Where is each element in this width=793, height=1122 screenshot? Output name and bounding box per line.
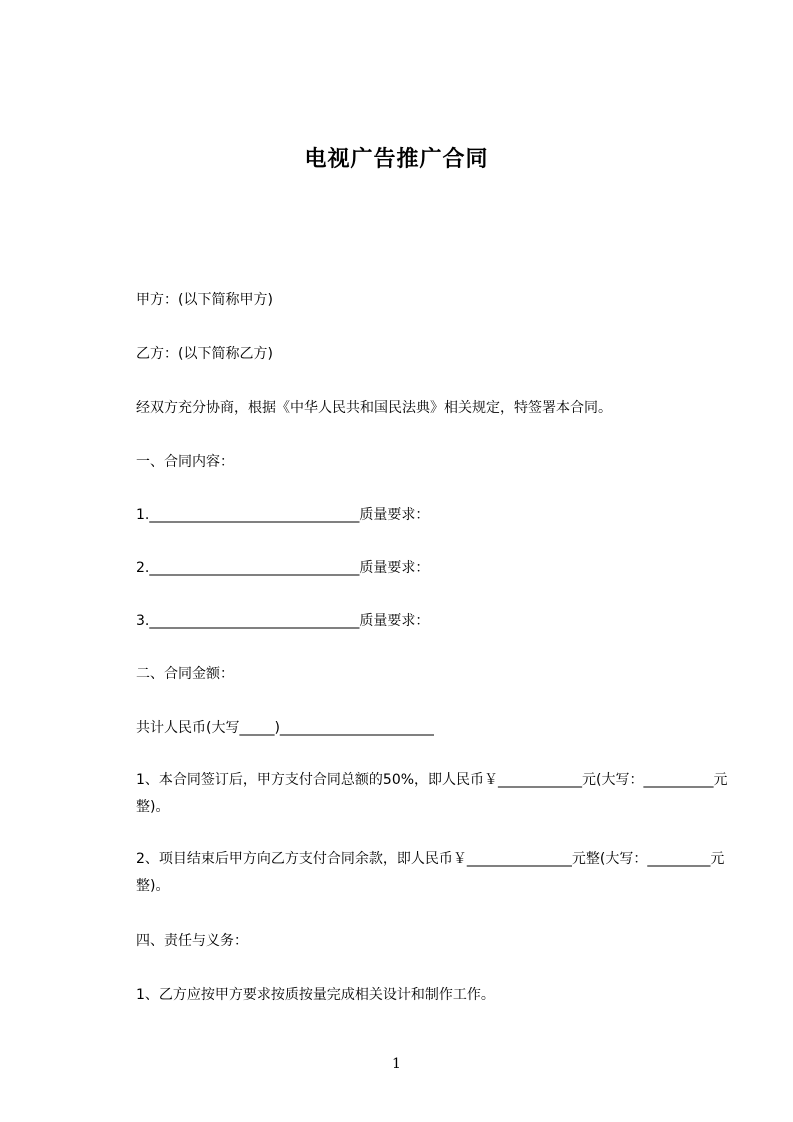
section-4-heading: 四、责任与义务： xyxy=(136,933,248,949)
intro-paragraph: 经双方充分协商，根据《中华人民共和国民法典》相关规定，特签署本合同。 xyxy=(136,400,612,416)
party-a-line: 甲方：(以下简称甲方) xyxy=(136,292,273,308)
page-number: 1 xyxy=(392,1056,401,1072)
document-title: 电视广告推广合同 xyxy=(304,147,489,172)
contract-item-1: 1.______________________________质量要求： xyxy=(136,507,430,523)
total-amount-line: 共计人民币(大写_____)______________________ xyxy=(136,720,434,736)
section-1-heading: 一、合同内容： xyxy=(136,454,234,470)
section-2-heading: 二、合同金额： xyxy=(136,666,234,682)
duty-clause-1: 1、乙方应按甲方要求按质按量完成相关设计和制作工作。 xyxy=(136,987,495,1003)
payment-clause-1: 1、本合同签订后，甲方支付合同总额的50%，即人民币￥____________元(大写：__________元整)。 xyxy=(136,772,728,815)
contract-item-3: 3.______________________________质量要求： xyxy=(136,613,430,629)
payment-clause-2: 2、项目结束后甲方向乙方支付合同余款，即人民币￥_______________元整(大写：_________元整)。 xyxy=(136,851,725,894)
contract-item-2: 2.______________________________质量要求： xyxy=(136,560,430,576)
party-b-line: 乙方：(以下简称乙方) xyxy=(136,346,273,362)
